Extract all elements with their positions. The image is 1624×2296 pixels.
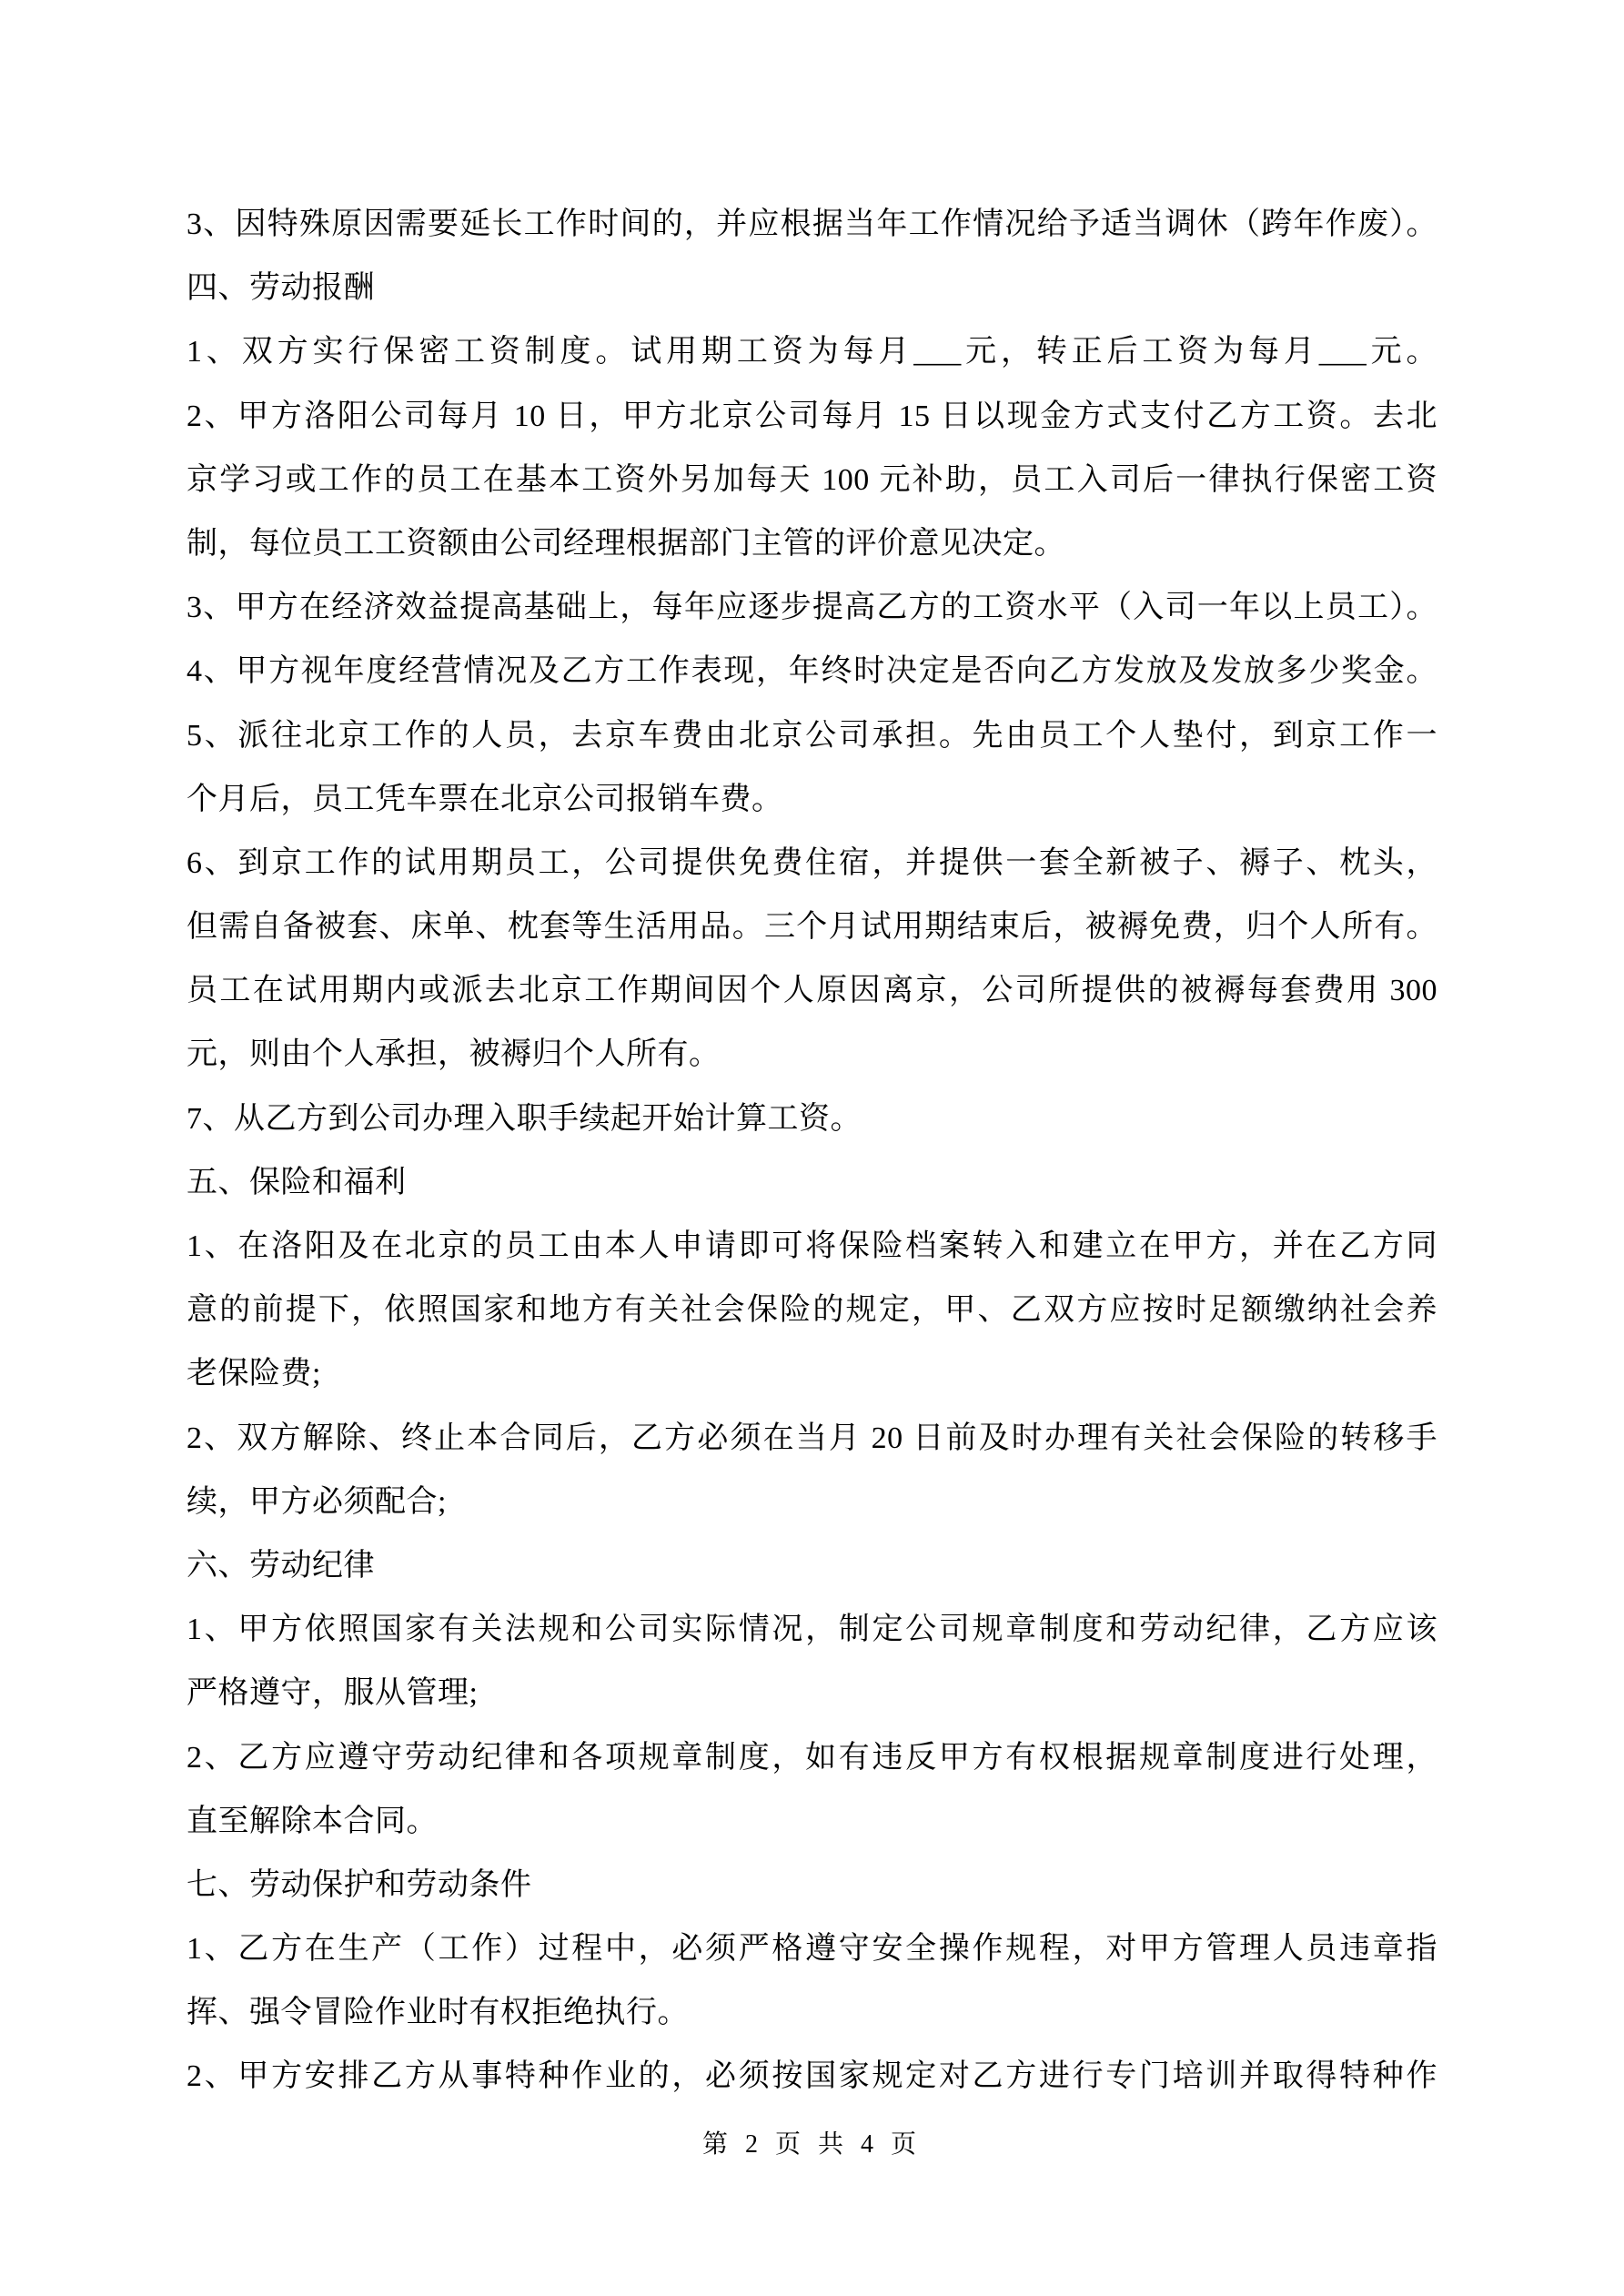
contract-line: 6、到京工作的试用期员工，公司提供免费住宿，并提供一套全新被子、褥子、枕头， bbox=[187, 845, 1437, 880]
contract-line: 续，甲方必须配合; bbox=[187, 1484, 447, 1519]
contract-line: 2、甲方安排乙方从事特种作业的，必须按国家规定对乙方进行专门培训并取得特种作 bbox=[187, 2059, 1437, 2094]
contract-line: 3、甲方在经济效益提高基础上，每年应逐步提高乙方的工资水平（入司一年以上员工）。 bbox=[187, 591, 1437, 625]
contract-line: 2、双方解除、终止本合同后，乙方必须在当月 20 日前及时办理有关社会保险的转移手 bbox=[187, 1421, 1437, 1455]
contract-line: 1、甲方依照国家有关法规和公司实际情况，制定公司规章制度和劳动纪律，乙方应该 bbox=[187, 1613, 1437, 1647]
contract-line: 但需自备被套、床单、枕套等生活用品。三个月试用期结束后，被褥免费，归个人所有。 bbox=[187, 910, 1437, 945]
section-heading-4: 四、劳动报酬 bbox=[187, 271, 375, 306]
contract-line: 2、乙方应遵守劳动纪律和各项规章制度，如有违反甲方有权根据规章制度进行处理， bbox=[187, 1740, 1437, 1775]
contract-body bbox=[187, 193, 1437, 2109]
contract-line: 个月后，员工凭车票在北京公司报销车费。 bbox=[187, 782, 783, 816]
contract-line: 元，则由个人承担，被褥归个人所有。 bbox=[187, 1037, 721, 1072]
contract-line: 直至解除本合同。 bbox=[187, 1804, 438, 1838]
contract-line: 挥、强令冒险作业时有权拒绝执行。 bbox=[187, 1996, 689, 2030]
contract-line: 意的前提下，依照国家和地方有关社会保险的规定，甲、乙双方应按时足额缴纳社会养 bbox=[187, 1293, 1437, 1328]
contract-line: 3、因特殊原因需要延长工作时间的，并应根据当年工作情况给予适当调休（跨年作废）。 bbox=[187, 207, 1437, 241]
contract-line: 2、甲方洛阳公司每月 10 日，甲方北京公司每月 15 日以现金方式支付乙方工资。去北 bbox=[187, 399, 1437, 433]
contract-line: 老保险费; bbox=[187, 1357, 321, 1391]
contract-line: 员工在试用期内或派去北京工作期间因个人原因离京，公司所提供的被褥每套费用 300 bbox=[187, 974, 1437, 1008]
contract-line: 1、在洛阳及在北京的员工由本人申请即可将保险档案转入和建立在甲方，并在乙方同 bbox=[187, 1229, 1437, 1263]
section-heading-6: 六、劳动纪律 bbox=[187, 1548, 375, 1583]
contract-line: 7、从乙方到公司办理入职手续起开始计算工资。 bbox=[187, 1101, 862, 1136]
contract-line: 严格遵守，服从管理; bbox=[187, 1676, 479, 1711]
section-heading-7: 七、劳动保护和劳动条件 bbox=[187, 1867, 532, 1902]
contract-line: 京学习或工作的员工在基本工资外另加每天 100 元补助，员工入司后一律执行保密工资 bbox=[187, 462, 1437, 497]
contract-line: 4、甲方视年度经营情况及乙方工作表现，年终时决定是否向乙方发放及发放多少奖金。 bbox=[187, 654, 1437, 689]
contract-line: 5、派往北京工作的人员，去京车费由北京公司承担。先由员工个人垫付，到京工作一 bbox=[187, 718, 1437, 753]
section-heading-5: 五、保险和福利 bbox=[187, 1165, 407, 1199]
contract-line: 制，每位员工工资额由公司经理根据部门主管的评价意见决定。 bbox=[187, 526, 1065, 561]
page-number-footer: 第 2 页 共 4 页 bbox=[701, 2130, 922, 2159]
contract-line: 1、双方实行保密工资制度。试用期工资为每月___元，转正后工资为每月___元。 bbox=[187, 335, 1437, 369]
contract-line: 1、乙方在生产（工作）过程中，必须严格遵守安全操作规程，对甲方管理人员违章指 bbox=[187, 1932, 1437, 1967]
